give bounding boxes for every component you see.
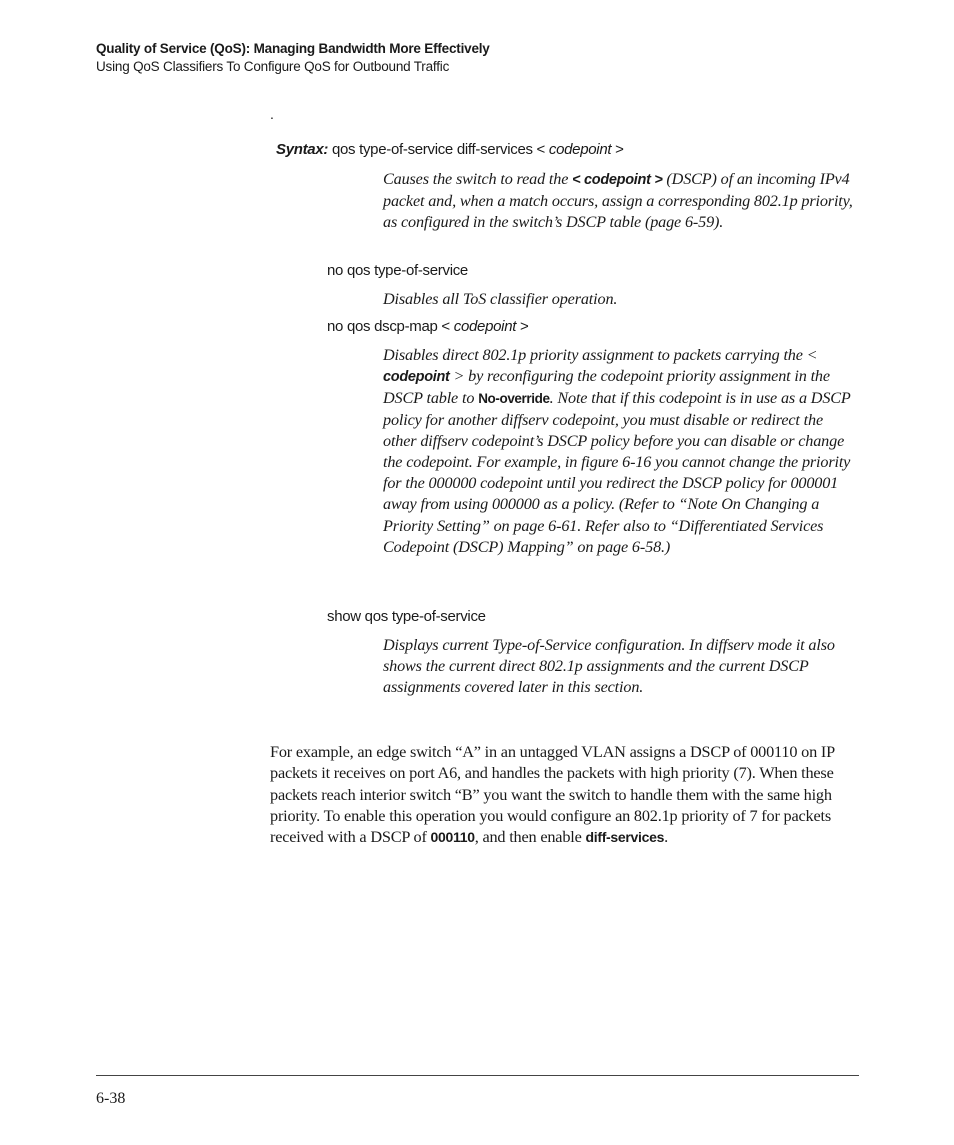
no-dscp-map-description (383, 345, 858, 558)
command-no-qos-dscp-map (327, 318, 528, 335)
desc-text: Disables direct 802.1p priority assignment to packets carrying the < (383, 346, 818, 364)
syntax-param: codepoint (548, 141, 612, 158)
no-override-keyword: No-override (478, 391, 550, 407)
no-tos-description: Disables all ToS classifier operation. (383, 290, 618, 308)
syntax-command: qos type-of-service diff-services < (328, 141, 549, 158)
show-tos-description: Displays current Type-of-Service configuration. In diffserv mode it also shows the current direct 802.1p assignments and the current DSCP assignments covered later in this section. (383, 636, 835, 697)
cmd-text: no qos dscp-map < (327, 318, 454, 335)
example-paragraph (270, 741, 862, 848)
para-text: For example, an edge switch “A” in an untagged VLAN assigns a DSCP of 000110 on IP packets it receives on port A6, and handles the packets with high priority (7). When these packets reach interior switch “B” you want the switch to handle them with the same high priority. To enable this operation you would configure an 802.1p priority of 7 for packets received with a DSCP of (270, 742, 835, 847)
para-text: , and then enable (474, 827, 586, 847)
desc-text: Causes the switch to read the (383, 170, 573, 188)
desc-text: > by reconfiguring the codepoint priority assignment in the DSCP table to (383, 367, 830, 408)
stray-period: . (270, 106, 274, 122)
running-header-subtitle: Using QoS Classifiers To Configure QoS for Outbound Traffic (96, 59, 450, 74)
page-number: 6-38 (96, 1090, 126, 1107)
dscp-value-keyword: 000110 (430, 829, 475, 846)
syntax-description (383, 169, 858, 234)
codepoint-keyword: < codepoint > (572, 172, 663, 188)
syntax-line (276, 141, 624, 158)
cmd-param: codepoint (453, 318, 517, 335)
command-no-qos-type-of-service: no qos type-of-service (327, 262, 468, 279)
codepoint-keyword: codepoint (383, 369, 450, 386)
footer-rule (96, 1075, 859, 1076)
syntax-command-end: > (611, 141, 624, 158)
desc-text: . Note that if this codepoint is in use as a DSCP policy for another diffserv codepoint, you must disable or redirect the other diffserv codepoint’s DSCP policy before you can disable or change the codepoint. For example, in figure 6-16 you cannot change the priority for the 000000 codepoint until you redirect the DSCP policy for 000001 away from using 000000 as a policy. (Refer to “Note On Changing a Priority Setting” on page 6-61. Refer also to “Differentiated Services Codepoint (DSCP) Mapping” on page 6-58.) (383, 389, 851, 556)
para-text: . (664, 827, 668, 847)
running-header-title: Quality of Service (QoS): Managing Bandwidth More Effectively (96, 41, 490, 56)
diff-services-keyword: diff-services (585, 829, 665, 846)
syntax-label: Syntax: (276, 141, 329, 158)
command-show-qos-type-of-service: show qos type-of-service (327, 608, 486, 625)
cmd-text: > (516, 318, 529, 335)
desc-text: (DSCP) of an incoming IPv4 packet and, when a match occurs, assign a corresponding 802.1p priority, as configured in the switch’s DSCP table (page 6-59). (383, 170, 853, 232)
